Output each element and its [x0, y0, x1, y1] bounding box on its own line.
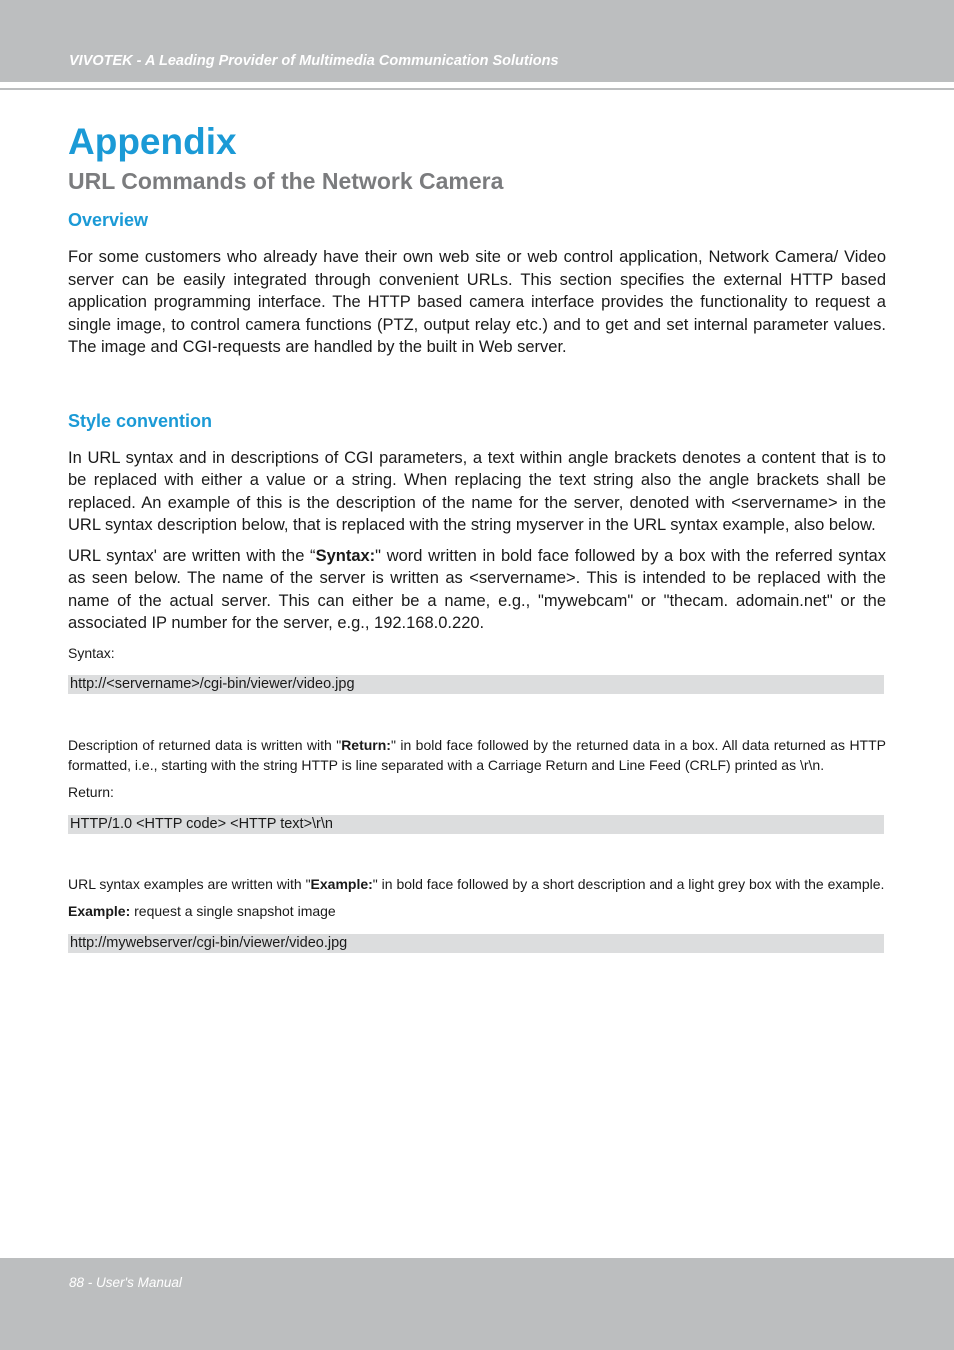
return-label: Return: — [68, 784, 114, 800]
style-paragraph-2-bold: Syntax: — [315, 546, 376, 565]
page-title: Appendix — [68, 121, 237, 162]
style-convention-heading: Style convention — [68, 410, 213, 431]
header-tagline: VIVOTEK - A Leading Provider of Multimedia Communication Solutions — [69, 53, 559, 69]
example-label — [68, 902, 886, 922]
example-description — [68, 875, 886, 895]
style-paragraph-2 — [68, 545, 886, 635]
style-paragraph-2-after: " word written in bold face followed by a box with the referred syntax as seen below. The name of the server is written as <servername>. This is intended to be replaced with the name of the actual server. This can either be a name, e.g., "mywebcam" or "thecam. adomain.net" or the associated IP number for the server, e.g., 192.168.0.220. — [68, 546, 886, 632]
style-paragraph-2-before: URL syntax' are written with the “ — [68, 546, 316, 565]
return-desc-before: Description of returned data is written with " — [68, 737, 342, 753]
header-band — [0, 0, 954, 82]
example-label-text: request a single snapshot image — [130, 903, 336, 919]
example-desc-bold: Example: — [310, 875, 373, 892]
example-code-box: http://mywebserver/cgi-bin/viewer/video.jpg — [68, 934, 884, 953]
overview-heading: Overview — [68, 210, 149, 230]
header-divider — [0, 88, 954, 90]
page-subtitle: URL Commands of the Network Camera — [68, 168, 504, 194]
style-paragraph-1: In URL syntax and in descriptions of CGI parameters, a text within angle brackets denotes a content that is to be replaced with either a value or a string. When replacing the text string also the angle brackets shall be replaced. An example of this is the description of the name for the server, denoted with <servername> in the URL syntax description below, that is replaced with the string myserver in the URL syntax example, also below. — [68, 448, 886, 534]
syntax-code-box: http://<servername>/cgi-bin/viewer/video.jpg — [68, 675, 884, 694]
overview-paragraph: For some customers who already have their own web site or web control application, Network Camera/ Video server can be easily integrated through convenient URLs. This section specifies the external HTTP based application programming interface. The HTTP based camera interface provides the functionality to request a single image, to control camera functions (PTZ, output relay etc.) and to get and set internal parameter values. The image and CGI-requests are handled by the built in Web server. — [68, 248, 886, 356]
return-description — [68, 736, 886, 775]
example-desc-before: URL syntax examples are written with " — [68, 875, 311, 892]
footer-page-label: 88 - User's Manual — [69, 1275, 182, 1290]
return-desc-after: " in bold face followed by the returned data in a box. All data returned as HTTP formatted, i.e., starting with the string HTTP is line separated with a Carriage Return and Line Feed (CRLF) printed as \r\n. — [68, 737, 886, 773]
return-desc-bold: Return: — [341, 737, 391, 753]
footer-band — [0, 1258, 954, 1350]
return-code-box: HTTP/1.0 <HTTP code> <HTTP text>\r\n — [68, 815, 884, 834]
example-desc-after: " in bold face followed by a short description and a light grey box with the example. — [372, 875, 885, 892]
page-content — [68, 118, 886, 953]
example-label-bold: Example: — [68, 903, 131, 919]
syntax-label: Syntax: — [68, 644, 115, 661]
